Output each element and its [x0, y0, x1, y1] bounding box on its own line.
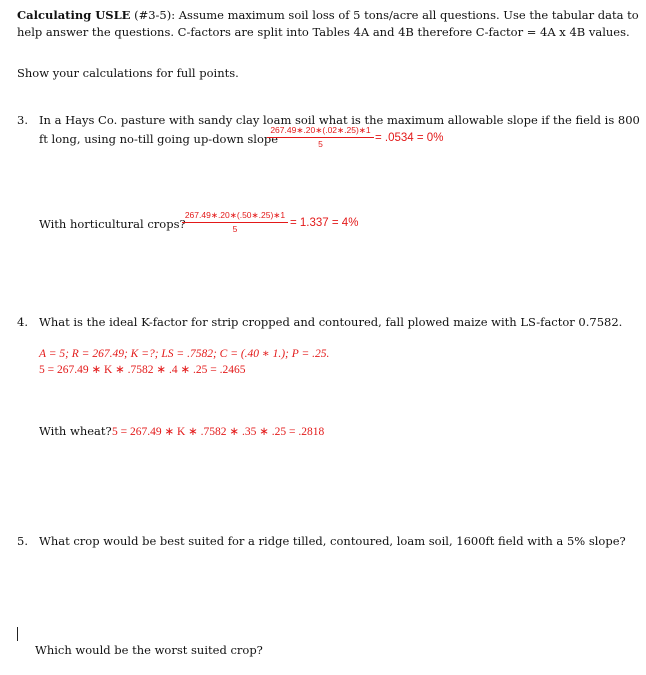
intro-line-2: help answer the questions. C-factors are split into Tables 4A and 4B therefore C-factor = 4A x 4B values. [17, 25, 630, 39]
q3-fraction [267, 125, 374, 149]
intro-line-1 [17, 8, 639, 22]
q5-sub-label: Which would be the worst suited crop? [35, 643, 263, 657]
q3-answer: = .0534 = 0% [375, 132, 444, 144]
q3-sub-label: With horticultural crops? [39, 217, 186, 231]
q5-number: 5. [17, 534, 28, 548]
q4-math-line-2: 5 = 267.49 ∗ K ∗ .7582 ∗ .4 ∗ .25 = .2465 [39, 364, 246, 376]
q3-fraction-numerator: 267.49∗.20∗(.02∗.25)∗1 [270, 125, 371, 135]
q3-sub-answer: = 1.337 = 4% [290, 217, 359, 229]
text-cursor[interactable] [17, 627, 18, 641]
q4-question: What is the ideal K-factor for strip cropped and contoured, fall plowed maize with LS-factor 0.7582. [39, 315, 623, 329]
show-calculations-note: Show your calculations for full points. [17, 66, 239, 80]
q4-sub-label: With wheat? [39, 424, 112, 438]
intro-text: (#3-5): Assume maximum soil loss of 5 tons/acre all questions. Use the tabular data to [130, 8, 639, 22]
q3-fraction-bar [267, 137, 374, 138]
q3-question-line-1: In a Hays Co. pasture with sandy clay loam soil what is the maximum allowable slope if the field is 800 [39, 113, 640, 127]
q4-sub-answer: 5 = 267.49 ∗ K ∗ .7582 ∗ .35 ∗ .25 = .2818 [112, 426, 325, 438]
q3-question-line-2: ft long, using no-till going up-down slope [39, 132, 279, 146]
q3-sub-fraction [182, 210, 288, 234]
intro-title: Calculating USLE [17, 8, 131, 22]
q3-fraction-denominator: 5 [318, 139, 323, 149]
q3-sub-fraction-bar [182, 222, 288, 223]
q3-number: 3. [17, 113, 28, 127]
q4-number: 4. [17, 315, 28, 329]
q5-question: What crop would be best suited for a ridge tilled, contoured, loam soil, 1600ft field with a 5% slope? [39, 534, 626, 548]
q3-sub-fraction-numerator: 267.49∗.20∗(.50∗.25)∗1 [184, 210, 286, 220]
q4-math-line-1: A = 5; R = 267.49; K =?; LS = .7582; C = (.40 ∗ 1.); P = .25. [39, 348, 330, 360]
q3-sub-fraction-denominator: 5 [232, 224, 238, 234]
